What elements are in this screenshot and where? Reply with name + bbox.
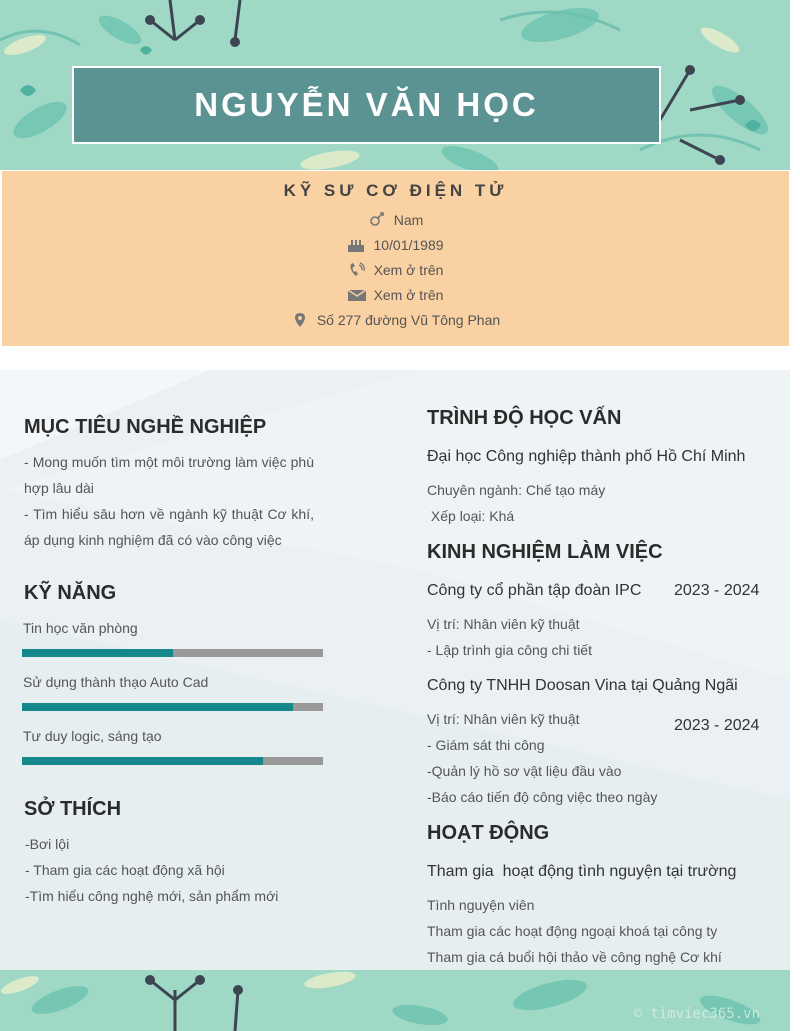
experience-title: KINH NGHIỆM LÀM VIỆC [427, 541, 663, 563]
email-row [2, 285, 789, 305]
email-value: Xem ở trên [373, 287, 444, 303]
skill-bar [22, 649, 323, 657]
skill-bar-fill [22, 649, 173, 657]
job-detail: Vị trí: Nhân viên kỹ thuật [427, 711, 580, 727]
map-pin-icon [291, 312, 309, 328]
hobby-item: - Tham gia các hoạt động xã hội [25, 862, 225, 878]
activity-item: Tham gia cá buổi hội thảo về công nghệ Cơ khí [427, 949, 722, 965]
address-value: Số 277 đường Vũ Tông Phan [316, 312, 501, 328]
school-name: Đại học Công nghiệp thành phố Hồ Chí Minh [427, 448, 746, 465]
skills-title: KỸ NĂNG [24, 582, 117, 604]
name-box [72, 66, 661, 144]
skill-bar-fill [22, 757, 263, 765]
company-name: Công ty cổ phần tập đoàn IPC [427, 582, 642, 599]
education-title: TRÌNH ĐỘ HỌC VẤN [427, 407, 622, 429]
skill-bar-fill [22, 703, 293, 711]
skill-bar [22, 757, 323, 765]
job-detail: - Lập trình gia công chi tiết [427, 642, 592, 658]
footer-banner [0, 970, 790, 1031]
hobbies-title: SỞ THÍCH [24, 798, 122, 820]
job-detail: -Báo cáo tiến độ công việc theo ngày [427, 789, 658, 805]
hobby-item: -Bơi lội [25, 836, 70, 852]
gender-icon [368, 212, 386, 228]
activity-item: Tham gia các hoạt động ngoại khoá tại công ty [427, 923, 718, 939]
phone-value: Xem ở trên [373, 262, 444, 278]
contact-block [2, 171, 789, 346]
job-period: 2023 - 2024 [674, 717, 760, 734]
objective-line: - Mong muốn tìm một môi trường làm việc phù hợp lâu dài [24, 454, 314, 496]
skill-label: Tin học văn phòng [23, 620, 138, 636]
birthday-value: 10/01/1989 [373, 237, 444, 253]
phone-icon [348, 262, 366, 278]
job-detail: - Giám sát thi công [427, 737, 545, 753]
phone-row [2, 260, 789, 280]
envelope-icon [348, 287, 366, 303]
gender-value: Nam [393, 212, 424, 228]
objective-title: MỤC TIÊU NGHỀ NGHIỆP [24, 416, 267, 438]
birthday-row [2, 235, 789, 255]
address-row [2, 310, 789, 330]
job-detail: Vị trí: Nhân viên kỹ thuật [427, 616, 580, 632]
birthday-cake-icon [347, 237, 365, 253]
candidate-name: NGUYỄN VĂN HỌC [194, 86, 539, 123]
company-name: Công ty TNHH Doosan Vina tại Quảng Ngãi [427, 677, 738, 694]
job-title: KỸ SƯ CƠ ĐIỆN TỬ [283, 181, 508, 200]
header-banner [0, 0, 790, 170]
job-period: 2023 - 2024 [674, 582, 760, 599]
activity-heading: Tham gia hoạt động tình nguyện tại trường [427, 863, 737, 880]
skill-label: Sử dụng thành thạo Auto Cad [23, 674, 209, 690]
education-grade: Xếp loại: Khá [427, 508, 515, 524]
activity-item: Tình nguyện viên [427, 897, 535, 913]
job-detail: -Quản lý hồ sơ vật liệu đầu vào [427, 763, 622, 779]
education-major: Chuyên ngành: Chế tạo máy [427, 482, 606, 498]
hobby-item: -Tìm hiểu công nghệ mới, sản phẩm mới [25, 888, 279, 904]
objective-text [24, 449, 314, 553]
activities-title: HOẠT ĐỘNG [427, 822, 550, 844]
gender-row [2, 210, 789, 230]
objective-line: - Tìm hiểu sâu hơn về ngành kỹ thuật Cơ khí, áp dụng kinh nghiệm đã có vào công việc [24, 506, 314, 548]
skill-bar [22, 703, 323, 711]
watermark: © timviec365.vn [633, 1006, 760, 1022]
skill-label: Tư duy logic, sáng tạo [23, 728, 162, 744]
